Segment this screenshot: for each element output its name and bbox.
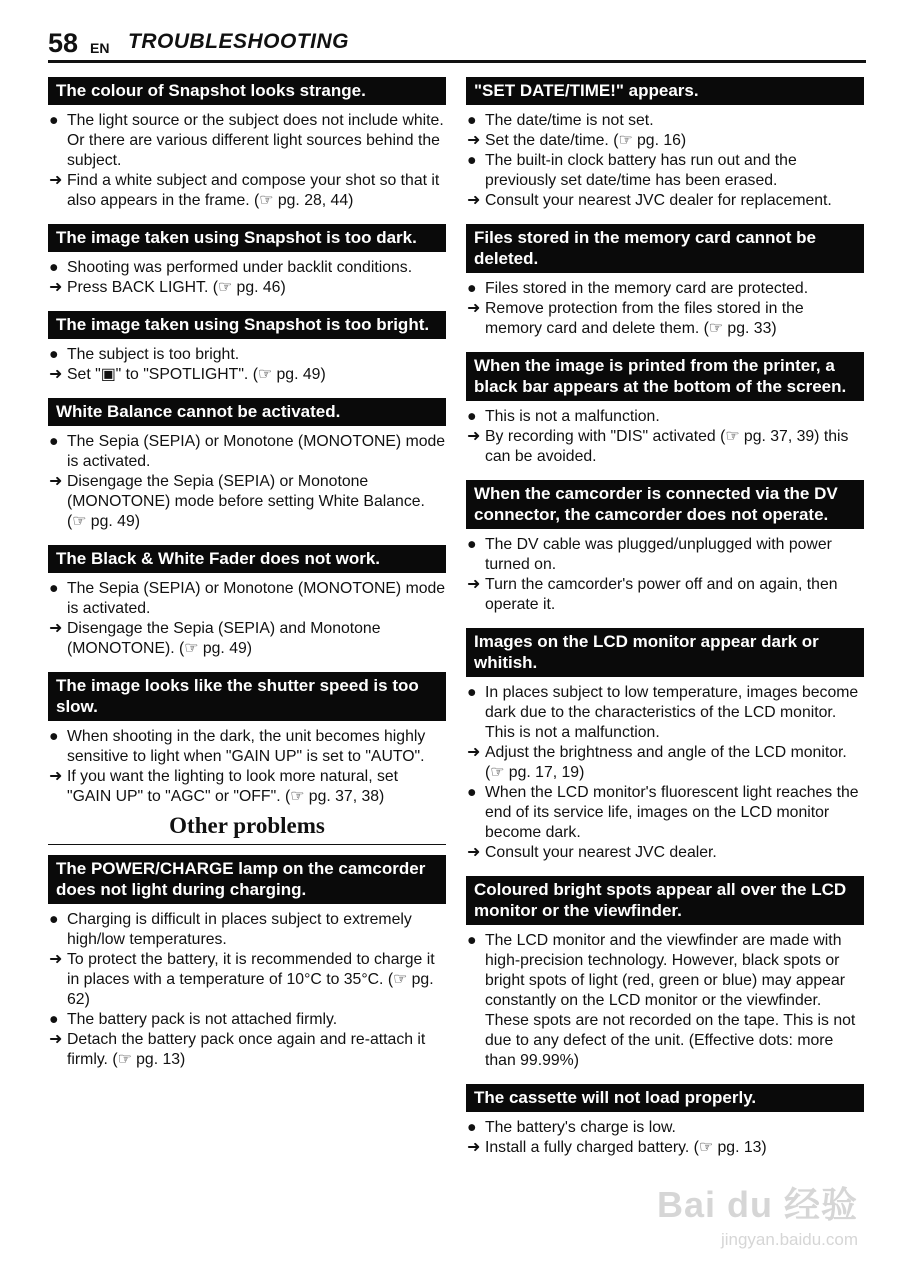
remedy-item xyxy=(48,365,446,385)
bullet-dot-icon: ● xyxy=(467,932,477,949)
remedy-item xyxy=(48,472,446,532)
remedy-item xyxy=(466,575,864,615)
item-text: Charging is difficult in places subject to extremely high/low temperatures. xyxy=(67,911,412,948)
troubleshooting-section xyxy=(48,224,446,298)
section-title: Coloured bright spots appear all over the LCD monitor or the viewfinder. xyxy=(466,876,864,925)
arrow-right-icon: ➜ xyxy=(467,744,481,761)
item-text: Press BACK LIGHT. (☞ pg. 46) xyxy=(67,279,286,296)
remedy-item xyxy=(48,1030,446,1070)
watermark-logo: Bai du 经验 xyxy=(656,1184,858,1225)
arrow-right-icon: ➜ xyxy=(49,1031,63,1048)
section-title: Files stored in the memory card cannot be deleted. xyxy=(466,224,864,273)
bullet-dot-icon: ● xyxy=(467,152,477,169)
left-column xyxy=(48,77,446,1083)
item-text: Set the date/time. (☞ pg. 16) xyxy=(485,132,687,149)
item-text: The subject is too bright. xyxy=(67,346,240,363)
arrow-right-icon: ➜ xyxy=(467,1139,481,1156)
item-text: The battery pack is not attached firmly. xyxy=(67,1011,338,1028)
item-text: Turn the camcorder's power off and on again, then operate it. xyxy=(485,576,838,613)
troubleshooting-section xyxy=(466,628,864,863)
cause-item xyxy=(48,1010,446,1030)
other-problems-heading: Other problems xyxy=(48,814,446,845)
section-title: Images on the LCD monitor appear dark or whitish. xyxy=(466,628,864,677)
arrow-right-icon: ➜ xyxy=(467,428,481,445)
troubleshooting-section xyxy=(466,224,864,339)
cause-item xyxy=(48,258,446,278)
cause-item xyxy=(466,683,864,743)
arrow-right-icon: ➜ xyxy=(467,192,481,209)
cause-item xyxy=(48,432,446,472)
item-text: The built-in clock battery has run out and the previously set date/time has been erased. xyxy=(485,152,797,189)
item-text: The light source or the subject does not include white. Or there are various different light sources behind the subject. xyxy=(67,112,444,169)
cause-item xyxy=(48,727,446,767)
troubleshooting-section xyxy=(48,855,446,1070)
remedy-item xyxy=(466,843,864,863)
language-code: EN xyxy=(90,40,110,56)
bullet-dot-icon: ● xyxy=(467,1119,477,1136)
item-text: The battery's charge is low. xyxy=(485,1119,676,1136)
bullet-dot-icon: ● xyxy=(49,911,59,928)
arrow-right-icon: ➜ xyxy=(49,620,63,637)
bullet-dot-icon: ● xyxy=(49,112,59,129)
page-title: TROUBLESHOOTING xyxy=(128,30,349,53)
bullet-dot-icon: ● xyxy=(49,580,59,597)
item-text: To protect the battery, it is recommended to charge it in places with a temperature of 10°C to 35°C. (☞ pg. 62) xyxy=(67,951,435,1008)
remedy-item xyxy=(48,171,446,211)
cause-item xyxy=(48,111,446,171)
cause-item xyxy=(466,535,864,575)
page-header xyxy=(48,26,866,63)
cause-item xyxy=(48,579,446,619)
cause-item xyxy=(466,1118,864,1138)
arrow-right-icon: ➜ xyxy=(49,366,63,383)
section-title: White Balance cannot be activated. xyxy=(48,398,446,426)
cause-item xyxy=(466,111,864,131)
troubleshooting-section xyxy=(48,77,446,211)
item-text: This is not a malfunction. xyxy=(485,408,660,425)
item-text: Install a fully charged battery. (☞ pg. 13) xyxy=(485,1139,767,1156)
item-text: If you want the lighting to look more natural, set "GAIN UP" to "AGC" or "OFF". (☞ pg. 37, 38) xyxy=(67,768,399,805)
bullet-dot-icon: ● xyxy=(467,408,477,425)
bullet-dot-icon: ● xyxy=(49,433,59,450)
troubleshooting-section xyxy=(48,398,446,532)
section-title: The Black & White Fader does not work. xyxy=(48,545,446,573)
troubleshooting-section xyxy=(466,876,864,1071)
item-text: Files stored in the memory card are protected. xyxy=(485,280,809,297)
right-column xyxy=(466,77,864,1171)
left-sections-after xyxy=(48,855,446,1070)
section-title: When the camcorder is connected via the DV connector, the camcorder does not operate. xyxy=(466,480,864,529)
cause-item xyxy=(466,407,864,427)
item-text: Detach the battery pack once again and re-attach it firmly. (☞ pg. 13) xyxy=(67,1031,426,1068)
arrow-right-icon: ➜ xyxy=(467,844,481,861)
item-text: Set "▣" to "SPOTLIGHT". (☞ pg. 49) xyxy=(67,366,326,383)
troubleshooting-section xyxy=(466,77,864,211)
section-title: "SET DATE/TIME!" appears. xyxy=(466,77,864,105)
item-text: When the LCD monitor's fluorescent light reaches the end of its service life, images on the LCD monitor become dark. xyxy=(485,784,859,841)
remedy-item xyxy=(48,767,446,807)
bullet-dot-icon: ● xyxy=(49,1011,59,1028)
left-sections xyxy=(48,77,446,807)
item-text: Remove protection from the files stored in the memory card and delete them. (☞ pg. 33) xyxy=(485,300,804,337)
bullet-dot-icon: ● xyxy=(467,112,477,129)
item-text: The Sepia (SEPIA) or Monotone (MONOTONE) mode is activated. xyxy=(67,433,446,470)
item-text: The date/time is not set. xyxy=(485,112,654,129)
item-text: Adjust the brightness and angle of the LCD monitor. (☞ pg. 17, 19) xyxy=(485,744,847,781)
item-text: The DV cable was plugged/unplugged with power turned on. xyxy=(485,536,832,573)
bullet-dot-icon: ● xyxy=(467,536,477,553)
arrow-right-icon: ➜ xyxy=(467,576,481,593)
watermark xyxy=(657,1177,858,1250)
item-text: Consult your nearest JVC dealer. xyxy=(485,844,717,861)
remedy-item xyxy=(48,619,446,659)
troubleshooting-section xyxy=(48,672,446,807)
remedy-item xyxy=(466,743,864,783)
arrow-right-icon: ➜ xyxy=(49,279,63,296)
item-text: Consult your nearest JVC dealer for replacement. xyxy=(485,192,832,209)
bullet-dot-icon: ● xyxy=(49,259,59,276)
bullet-dot-icon: ● xyxy=(49,346,59,363)
watermark-url: jingyan.baidu.com xyxy=(720,1230,858,1249)
remedy-item xyxy=(48,950,446,1010)
remedy-item xyxy=(466,427,864,467)
section-title: The image taken using Snapshot is too bright. xyxy=(48,311,446,339)
item-text: Shooting was performed under backlit conditions. xyxy=(67,259,413,276)
bullet-dot-icon: ● xyxy=(467,784,477,801)
item-text: Find a white subject and compose your shot so that it also appears in the frame. (☞ pg. 28, 44) xyxy=(67,172,440,209)
item-text: When shooting in the dark, the unit becomes highly sensitive to light when "GAIN UP" is set to "AUTO". xyxy=(67,728,426,765)
item-text: By recording with "DIS" activated (☞ pg. 37, 39) this can be avoided. xyxy=(485,428,849,465)
arrow-right-icon: ➜ xyxy=(49,473,63,490)
cause-item xyxy=(466,783,864,843)
cause-item xyxy=(466,279,864,299)
troubleshooting-section xyxy=(466,1084,864,1158)
cause-item xyxy=(466,151,864,191)
item-text: The Sepia (SEPIA) or Monotone (MONOTONE) mode is activated. xyxy=(67,580,446,617)
section-title: When the image is printed from the printer, a black bar appears at the bottom of the screen. xyxy=(466,352,864,401)
troubleshooting-section xyxy=(48,545,446,659)
item-text: The LCD monitor and the viewfinder are made with high-precision technology. However, black spots or bright spots of light (red, green or blue) may appear constantly on the LCD monitor or the viewfinder. These spots are not recorded on the tape. This is not due to any defect of the unit. (Effective dots: more than 99.99%) xyxy=(485,932,856,1069)
remedy-item xyxy=(466,131,864,151)
bullet-dot-icon: ● xyxy=(49,728,59,745)
cause-item xyxy=(48,910,446,950)
troubleshooting-section xyxy=(466,352,864,467)
section-title: The colour of Snapshot looks strange. xyxy=(48,77,446,105)
remedy-item xyxy=(466,191,864,211)
cause-item xyxy=(466,931,864,1071)
section-title: The cassette will not load properly. xyxy=(466,1084,864,1112)
remedy-item xyxy=(466,299,864,339)
cause-item xyxy=(48,345,446,365)
troubleshooting-section xyxy=(466,480,864,615)
bullet-dot-icon: ● xyxy=(467,280,477,297)
remedy-item xyxy=(48,278,446,298)
item-text: In places subject to low temperature, images become dark due to the characteristics of the LCD monitor. This is not a malfunction. xyxy=(485,684,859,741)
arrow-right-icon: ➜ xyxy=(467,300,481,317)
arrow-right-icon: ➜ xyxy=(49,768,63,785)
arrow-right-icon: ➜ xyxy=(467,132,481,149)
item-text: Disengage the Sepia (SEPIA) or Monotone (MONOTONE) mode before setting White Balance. (☞ pg. 49) xyxy=(67,473,425,530)
section-title: The image looks like the shutter speed is too slow. xyxy=(48,672,446,721)
page-number: 58 xyxy=(48,28,79,58)
section-title: The image taken using Snapshot is too dark. xyxy=(48,224,446,252)
arrow-right-icon: ➜ xyxy=(49,172,63,189)
troubleshooting-section xyxy=(48,311,446,385)
item-text: Disengage the Sepia (SEPIA) and Monotone (MONOTONE). (☞ pg. 49) xyxy=(67,620,381,657)
remedy-item xyxy=(466,1138,864,1158)
section-title: The POWER/CHARGE lamp on the camcorder does not light during charging. xyxy=(48,855,446,904)
bullet-dot-icon: ● xyxy=(467,684,477,701)
arrow-right-icon: ➜ xyxy=(49,951,63,968)
right-sections xyxy=(466,77,864,1158)
